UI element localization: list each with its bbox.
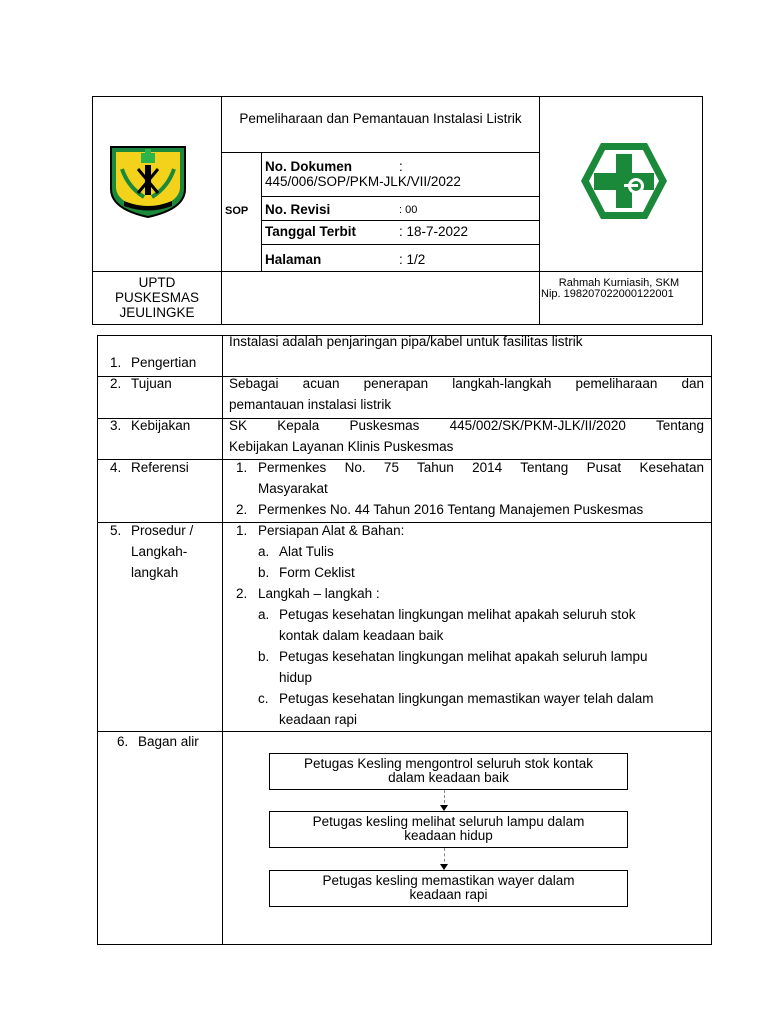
referensi-item-1-line-2: Masyarakat — [258, 481, 328, 496]
prosedur-section-number: 2. — [236, 586, 248, 601]
document-title: Pemeliharaan dan Pemantauan Instalasi Listrik — [239, 111, 522, 126]
signer-name: Rahmah Kurniasih, SKM — [558, 277, 680, 289]
column-divider — [222, 335, 223, 945]
row-label-prosedur-line-3: langkah — [131, 565, 179, 580]
referensi-item-number: 2. — [236, 502, 248, 517]
flowchart-box-3-line-1: Petugas kesling memastikan wayer dalam — [322, 873, 575, 888]
empty-middle-cell — [221, 271, 540, 325]
row-number: 1. — [110, 355, 122, 370]
row-label-prosedur-line-2: Langkah- — [131, 544, 188, 559]
referensi-item-1-line-1: Permenkes No. 75 Tahun 2014 Tentang Pusat Kesehatan — [258, 460, 704, 475]
list-letter: a. — [258, 607, 270, 622]
flowchart-box-1 — [269, 753, 628, 790]
row-number: 3. — [110, 418, 122, 433]
issue-date-label: Tanggal Terbit — [265, 224, 356, 239]
step-a-line-2: kontak dalam keadaan baik — [279, 628, 444, 643]
pengertian-text: Instalasi adalah penjaringan pipa/kabel untuk fasilitas listrik — [229, 334, 583, 349]
row-label-prosedur-line-1: Prosedur / — [131, 523, 194, 538]
flowchart-box-2-line-2: keadaan hidup — [404, 828, 493, 843]
unit-line-2: PUSKESMAS — [114, 290, 200, 305]
list-item-alat-tulis: Alat Tulis — [279, 544, 334, 559]
unit-line-1: UPTD — [138, 275, 176, 290]
prosedur-section-2-title: Langkah – langkah : — [258, 586, 380, 601]
row-number: 4. — [110, 460, 122, 475]
revision-value: : 00 — [399, 204, 418, 216]
doc-number-colon: : — [399, 159, 403, 174]
flowchart-box-2 — [269, 811, 628, 848]
list-letter: a. — [258, 544, 270, 559]
kebijakan-text-line-2: Kebijakan Layanan Klinis Puskesmas — [229, 439, 454, 454]
unit-line-3: JEULINGKE — [119, 305, 195, 320]
referensi-item-number: 1. — [236, 460, 248, 475]
row-label-referensi: Referensi — [131, 460, 189, 475]
revision-label: No. Revisi — [265, 202, 331, 217]
row-number: 6. — [117, 734, 129, 749]
step-c-line-2: keadaan rapi — [279, 712, 358, 727]
flowchart-box-3 — [269, 870, 628, 907]
prosedur-section-1-title: Persiapan Alat & Bahan: — [258, 523, 405, 538]
doc-number-value: 445/006/SOP/PKM-JLK/VII/2022 — [265, 174, 461, 189]
issue-date-value: : 18-7-2022 — [399, 224, 469, 239]
flowchart-box-3-line-2: keadaan rapi — [409, 887, 488, 902]
referensi-item-2: Permenkes No. 44 Tahun 2016 Tentang Manajemen Puskesmas — [258, 502, 644, 517]
list-item-form-ceklist: Form Ceklist — [279, 565, 355, 580]
step-b-line-2: hidup — [279, 670, 313, 685]
flowchart-box-1-line-2: dalam keadaan baik — [388, 770, 509, 785]
page-value: : 1/2 — [399, 252, 426, 267]
doc-number-label: No. Dokumen — [265, 159, 353, 174]
row-label-bagan-alir: Bagan alir — [138, 734, 199, 749]
kebijakan-text-line-1: SK Kepala Puskesmas 445/002/SK/PKM-JLK/II/2020 Tentang — [229, 418, 704, 433]
sop-label: SOP — [225, 205, 249, 217]
step-c-line-1: Petugas kesehatan lingkungan memastikan wayer telah dalam — [279, 691, 654, 706]
tujuan-text-line-2: pemantauan instalasi listrik — [229, 397, 392, 412]
flowchart-box-1-line-1: Petugas Kesling mengontrol seluruh stok kontak — [304, 756, 593, 771]
regency-emblem-icon — [106, 143, 190, 219]
row-number: 2. — [110, 376, 122, 391]
health-cross-logo-icon — [578, 140, 670, 222]
page-label: Halaman — [265, 252, 322, 267]
list-letter: b. — [258, 565, 270, 580]
step-a-line-1: Petugas kesehatan lingkungan melihat apakah seluruh stok — [279, 607, 636, 622]
step-b-line-1: Petugas kesehatan lingkungan melihat apakah seluruh lampu — [279, 649, 648, 664]
row-label-kebijakan: Kebijakan — [131, 418, 191, 433]
row-number: 5. — [110, 523, 122, 538]
flowchart-box-2-line-1: Petugas kesling melihat seluruh lampu dalam — [312, 814, 585, 829]
prosedur-section-number: 1. — [236, 523, 248, 538]
row-label-pengertian: Pengertian — [131, 355, 197, 370]
list-letter: b. — [258, 649, 270, 664]
signer-nip: Nip. 198207022000122001 — [541, 288, 674, 300]
row-label-tujuan: Tujuan — [131, 376, 172, 391]
list-letter: c. — [258, 691, 269, 706]
tujuan-text-line-1: Sebagai acuan penerapan langkah-langkah pemeliharaan dan — [229, 376, 704, 391]
